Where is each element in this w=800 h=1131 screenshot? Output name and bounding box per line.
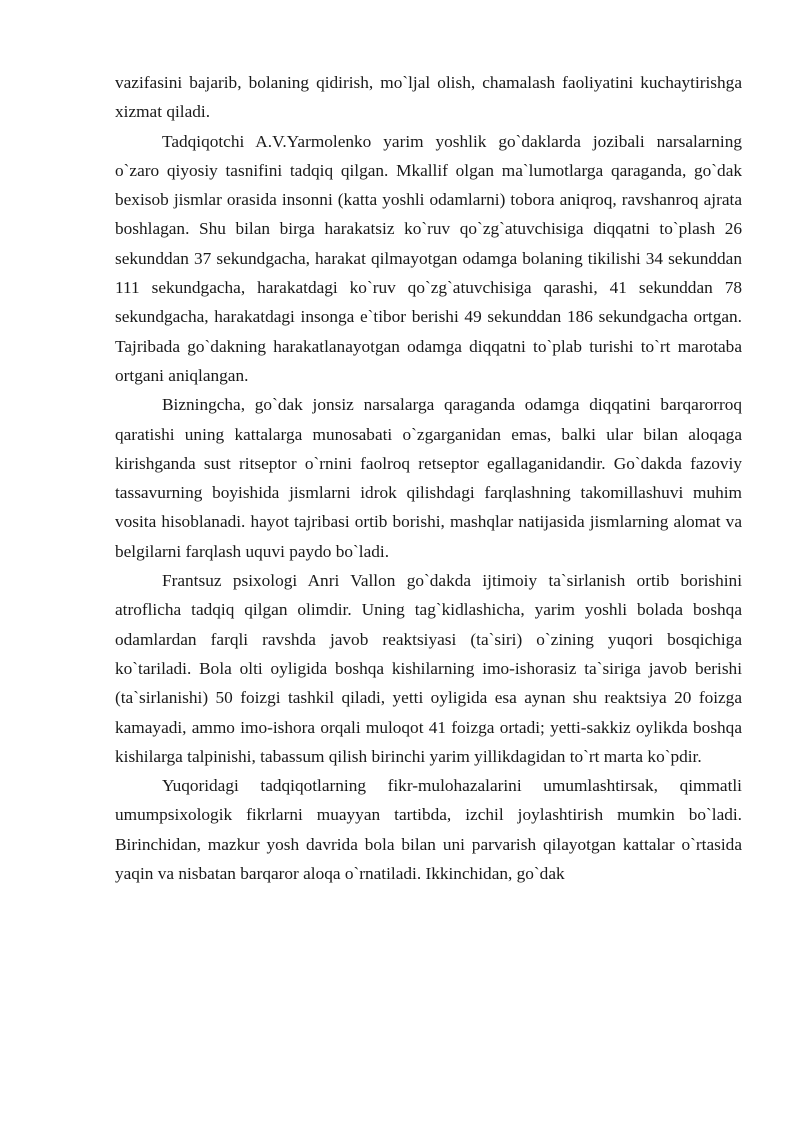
paragraph-attention-stability: Bizningcha, go`dak jonsiz narsalarga qaraganda odamga diqqatini barqarorroq qaratishi uning kattalarga munosabati o`zgarganidan emas, balki ular bilan aloqaga kirishganda sust ritseptor o`rnini faolroq retseptor egallaganidandir. Go`dakda fazoviy tassavurning boyishida jismlarni idrok qilishdagi farqlashning takomillashuvi muhim vosita hisoblanadi. hayot tajribasi ortib borishi, mashqlar natijasida jismlarning alomat va belgilarni farqlash uquvi paydo bo`ladi.	[115, 395, 742, 561]
paragraph-vallon-study: Frantsuz psixologi Anri Vallon go`dakda ijtimoiy ta`sirlanish ortib borishini atroflicha tadqiq qilgan olimdir. Uning tag`kidlashicha, yarim yoshli bolada boshqa odamlardan farqli ravshda javob reaktsiyasi (ta`siri) o`zining yuqori bosqichiga ko`tariladi. Bola olti oyligida boshqa kishilarning imo-ishorasiz ta`siriga javob berishi (ta`sirlanishi) 50 foizgi tashkil qiladi, yetti oyligida esa aynan shu reaktsiya 20 foizga kamayadi, ammo imo-ishora orqali muloqot 41 foizga ortadi; yetti-sakkiz oylikda boshqa kishilarga talpinishi, tabassum qilish birinchi yarim yillikdagidan to`rt marta ko`pdir.	[115, 571, 742, 766]
paragraph-continuation: vazifasini bajarib, bolaning qidirish, mo`ljal olish, chamalash faoliyatini kuchaytirishga xizmat qiladi.	[115, 73, 742, 122]
paragraph-yarmolenko-study: Tadqiqotchi A.V.Yarmolenko yarim yoshlik go`daklarda jozibali narsalarning o`zaro qiyosiy tasnifini tadqiq qilgan. Mkallif olgan ma`lumotlarga qaraganda, go`dak bexisob jismlar orasida insonni (katta yoshli odamlarni) tobora aniqroq, ravshanroq ajrata boshlagan. Shu bilan birga harakatsiz ko`ruv qo`zg`atuvchisiga diqqatni to`plash 26 sekunddan 37 sekundgacha, harakat qilmayotgan odamga bolaning tikilishi 34 sekunddan 111 sekundgacha, harakatdagi ko`ruv qo`zg`atuvchisiga qarashi, 41 sekunddan 78 sekundgacha, harakatdagi insonga e`tibor berishi 49 sekunddan 186 sekundgacha ortgan. Tajribada go`dakning harakatlanayotgan odamga diqqatni to`plab turishi to`rt marotaba ortgani aniqlangan.	[115, 131, 742, 385]
paragraph-summary: Yuqoridagi tadqiqotlarning fikr-mulohazalarini umumlashtirsak, qimmatli umumpsixologik fikrlarni muayyan tartibda, izchil joylashtirish mumkin bo`ladi. Birinchidan, mazkur yosh davrida bola bilan uni parvarish qilayotgan kattalar o`rtasida yaqin va nisbatan barqaror aloqa o`rnatiladi. Ikkinchidan, go`dak	[115, 776, 742, 884]
document-page	[115, 68, 742, 888]
